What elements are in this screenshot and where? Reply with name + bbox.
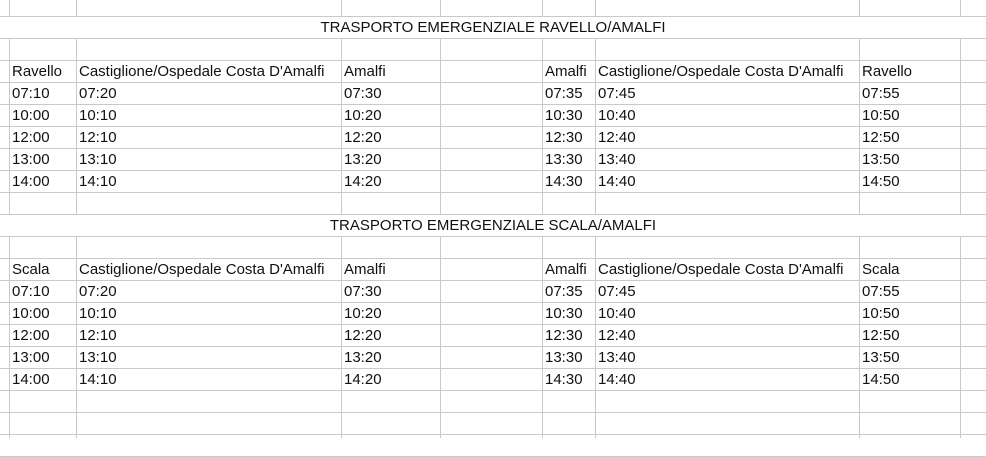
row-gridline (0, 390, 986, 391)
time-cell[interactable]: 07:10 (12, 85, 50, 102)
time-cell[interactable]: 07:45 (598, 283, 636, 300)
time-cell[interactable]: 10:10 (79, 107, 117, 124)
stop-header-cell[interactable]: Amalfi (344, 63, 386, 80)
stop-header-cell[interactable]: Castiglione/Ospedale Costa D'Amalfi (79, 63, 325, 80)
time-cell[interactable]: 12:50 (862, 327, 900, 344)
time-cell[interactable]: 13:20 (344, 349, 382, 366)
time-cell[interactable]: 10:50 (862, 107, 900, 124)
column-gridline (960, 236, 961, 438)
section-title: TRASPORTO EMERGENZIALE SCALA/AMALFI (329, 217, 657, 234)
time-cell[interactable]: 14:50 (862, 173, 900, 190)
time-cell[interactable]: 12:20 (344, 129, 382, 146)
time-cell[interactable]: 14:00 (12, 173, 50, 190)
time-cell[interactable]: 10:00 (12, 305, 50, 322)
time-cell[interactable]: 12:40 (598, 327, 636, 344)
time-cell[interactable]: 13:20 (344, 151, 382, 168)
time-cell[interactable]: 10:30 (545, 305, 583, 322)
time-cell[interactable]: 14:10 (79, 173, 117, 190)
stop-header-cell[interactable]: Amalfi (545, 63, 587, 80)
time-cell[interactable]: 12:30 (545, 129, 583, 146)
time-cell[interactable]: 07:30 (344, 283, 382, 300)
time-cell[interactable]: 13:10 (79, 349, 117, 366)
stop-header-cell[interactable]: Ravello (862, 63, 913, 80)
time-cell[interactable]: 12:30 (545, 327, 583, 344)
time-cell[interactable]: 10:20 (344, 107, 382, 124)
time-cell[interactable]: 07:55 (862, 283, 900, 300)
stop-header-cell[interactable]: Ravello (12, 63, 63, 80)
stop-header-cell[interactable]: Amalfi (545, 261, 587, 278)
time-cell[interactable]: 13:50 (862, 151, 900, 168)
time-cell[interactable]: 12:50 (862, 129, 900, 146)
time-cell[interactable]: 14:50 (862, 371, 900, 388)
time-cell[interactable]: 14:40 (598, 173, 636, 190)
time-cell[interactable]: 14:20 (344, 371, 382, 388)
time-cell[interactable]: 07:30 (344, 85, 382, 102)
time-cell[interactable]: 07:10 (12, 283, 50, 300)
row-gridline (0, 236, 986, 237)
time-cell[interactable]: 12:00 (12, 327, 50, 344)
section-title: TRASPORTO EMERGENZIALE RAVELLO/AMALFI (320, 19, 666, 36)
time-cell[interactable]: 10:20 (344, 305, 382, 322)
time-cell[interactable]: 12:00 (12, 129, 50, 146)
time-cell[interactable]: 14:20 (344, 173, 382, 190)
column-gridline (440, 236, 441, 438)
time-cell[interactable]: 12:40 (598, 129, 636, 146)
time-cell[interactable]: 10:40 (598, 305, 636, 322)
time-cell[interactable]: 14:10 (79, 371, 117, 388)
stop-header-cell[interactable]: Scala (862, 261, 900, 278)
column-gridline (960, 0, 961, 16)
time-cell[interactable]: 13:40 (598, 151, 636, 168)
time-cell[interactable]: 13:50 (862, 349, 900, 366)
time-cell[interactable]: 10:10 (79, 305, 117, 322)
row-gridline (0, 412, 986, 413)
column-gridline (9, 0, 10, 16)
time-cell[interactable]: 12:10 (79, 129, 117, 146)
stop-header-cell[interactable]: Castiglione/Ospedale Costa D'Amalfi (598, 63, 844, 80)
stop-header-cell[interactable]: Castiglione/Ospedale Costa D'Amalfi (79, 261, 325, 278)
time-cell[interactable]: 10:30 (545, 107, 583, 124)
time-cell[interactable]: 13:40 (598, 349, 636, 366)
time-cell[interactable]: 13:10 (79, 151, 117, 168)
stop-header-cell[interactable]: Castiglione/Ospedale Costa D'Amalfi (598, 261, 844, 278)
column-gridline (542, 0, 543, 16)
time-cell[interactable]: 07:35 (545, 85, 583, 102)
stop-header-cell[interactable]: Scala (12, 261, 50, 278)
time-cell[interactable]: 13:30 (545, 349, 583, 366)
time-cell[interactable]: 07:45 (598, 85, 636, 102)
time-cell[interactable]: 13:00 (12, 349, 50, 366)
column-gridline (341, 0, 342, 16)
time-cell[interactable]: 14:30 (545, 173, 583, 190)
row-gridline (0, 434, 986, 435)
time-cell[interactable]: 14:00 (12, 371, 50, 388)
time-cell[interactable]: 07:20 (79, 85, 117, 102)
column-gridline (859, 0, 860, 16)
time-cell[interactable]: 12:20 (344, 327, 382, 344)
time-cell[interactable]: 13:00 (12, 151, 50, 168)
time-cell[interactable]: 07:20 (79, 283, 117, 300)
time-cell[interactable]: 10:40 (598, 107, 636, 124)
time-cell[interactable]: 07:55 (862, 85, 900, 102)
column-gridline (595, 0, 596, 16)
time-cell[interactable]: 10:00 (12, 107, 50, 124)
row-gridline (0, 192, 986, 193)
column-gridline (960, 38, 961, 214)
time-cell[interactable]: 10:50 (862, 305, 900, 322)
time-cell[interactable]: 14:40 (598, 371, 636, 388)
column-gridline (76, 0, 77, 16)
column-gridline (440, 0, 441, 16)
row-gridline (0, 38, 986, 39)
time-cell[interactable]: 14:30 (545, 371, 583, 388)
column-gridline (440, 38, 441, 214)
time-cell[interactable]: 07:35 (545, 283, 583, 300)
time-cell[interactable]: 12:10 (79, 327, 117, 344)
stop-header-cell[interactable]: Amalfi (344, 261, 386, 278)
time-cell[interactable]: 13:30 (545, 151, 583, 168)
